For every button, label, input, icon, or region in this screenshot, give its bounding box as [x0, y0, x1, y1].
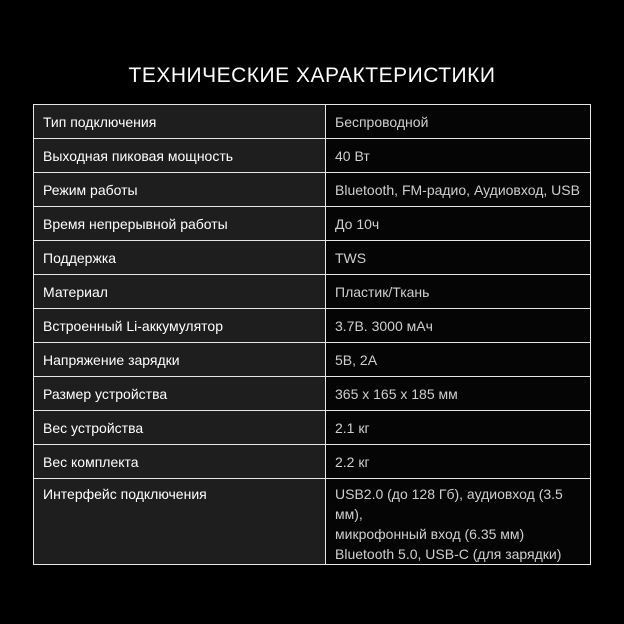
spec-value: 2.2 кг: [326, 445, 591, 479]
spec-row: [34, 241, 591, 275]
spec-value: TWS: [326, 241, 591, 275]
spec-row: [34, 105, 591, 139]
spec-value: До 10ч: [326, 207, 591, 241]
spec-row: [34, 207, 591, 241]
spec-value: 365 x 165 x 185 мм: [326, 377, 591, 411]
spec-value: [326, 479, 591, 565]
spec-key: Вес устройства: [34, 411, 326, 445]
spec-key: Режим работы: [34, 173, 326, 207]
spec-key: Интерфейс подключения: [34, 479, 326, 565]
spec-key: Поддержка: [34, 241, 326, 275]
spec-key: Размер устройства: [34, 377, 326, 411]
spec-value: 40 Вт: [326, 139, 591, 173]
spec-key: Вес комплекта: [34, 445, 326, 479]
spec-row: [34, 275, 591, 309]
spec-value-line: USB2.0 (до 128 Гб), аудиовход (3.5 мм),: [335, 486, 563, 522]
spec-row: [34, 411, 591, 445]
spec-key: Выходная пиковая мощность: [34, 139, 326, 173]
spec-value: Беспроводной: [326, 105, 591, 139]
spec-value: 3.7В. 3000 мАч: [326, 309, 591, 343]
spec-row: [34, 173, 591, 207]
spec-value-line: Bluetooth 5.0, USB-C (для зарядки): [335, 546, 562, 562]
spec-key: Встроенный Li-аккумулятор: [34, 309, 326, 343]
spec-value: Bluetooth, FM-радио, Аудиовход, USB: [326, 173, 591, 207]
page-title: ТЕХНИЧЕСКИЕ ХАРАКТЕРИСТИКИ: [128, 64, 496, 87]
spec-row: [34, 377, 591, 411]
spec-key: Время непрерывной работы: [34, 207, 326, 241]
spec-row: [34, 445, 591, 479]
spec-row: [34, 479, 591, 565]
spec-row: [34, 343, 591, 377]
spec-value: Пластик/Ткань: [326, 275, 591, 309]
spec-value-line: микрофонный вход (6.35 мм): [335, 526, 525, 542]
specs-table: [33, 104, 591, 565]
spec-row: [34, 139, 591, 173]
spec-value: 5В, 2А: [326, 343, 591, 377]
spec-row: [34, 309, 591, 343]
spec-value: 2.1 кг: [326, 411, 591, 445]
spec-key: Материал: [34, 275, 326, 309]
spec-key: Тип подключения: [34, 105, 326, 139]
spec-key: Напряжение зарядки: [34, 343, 326, 377]
